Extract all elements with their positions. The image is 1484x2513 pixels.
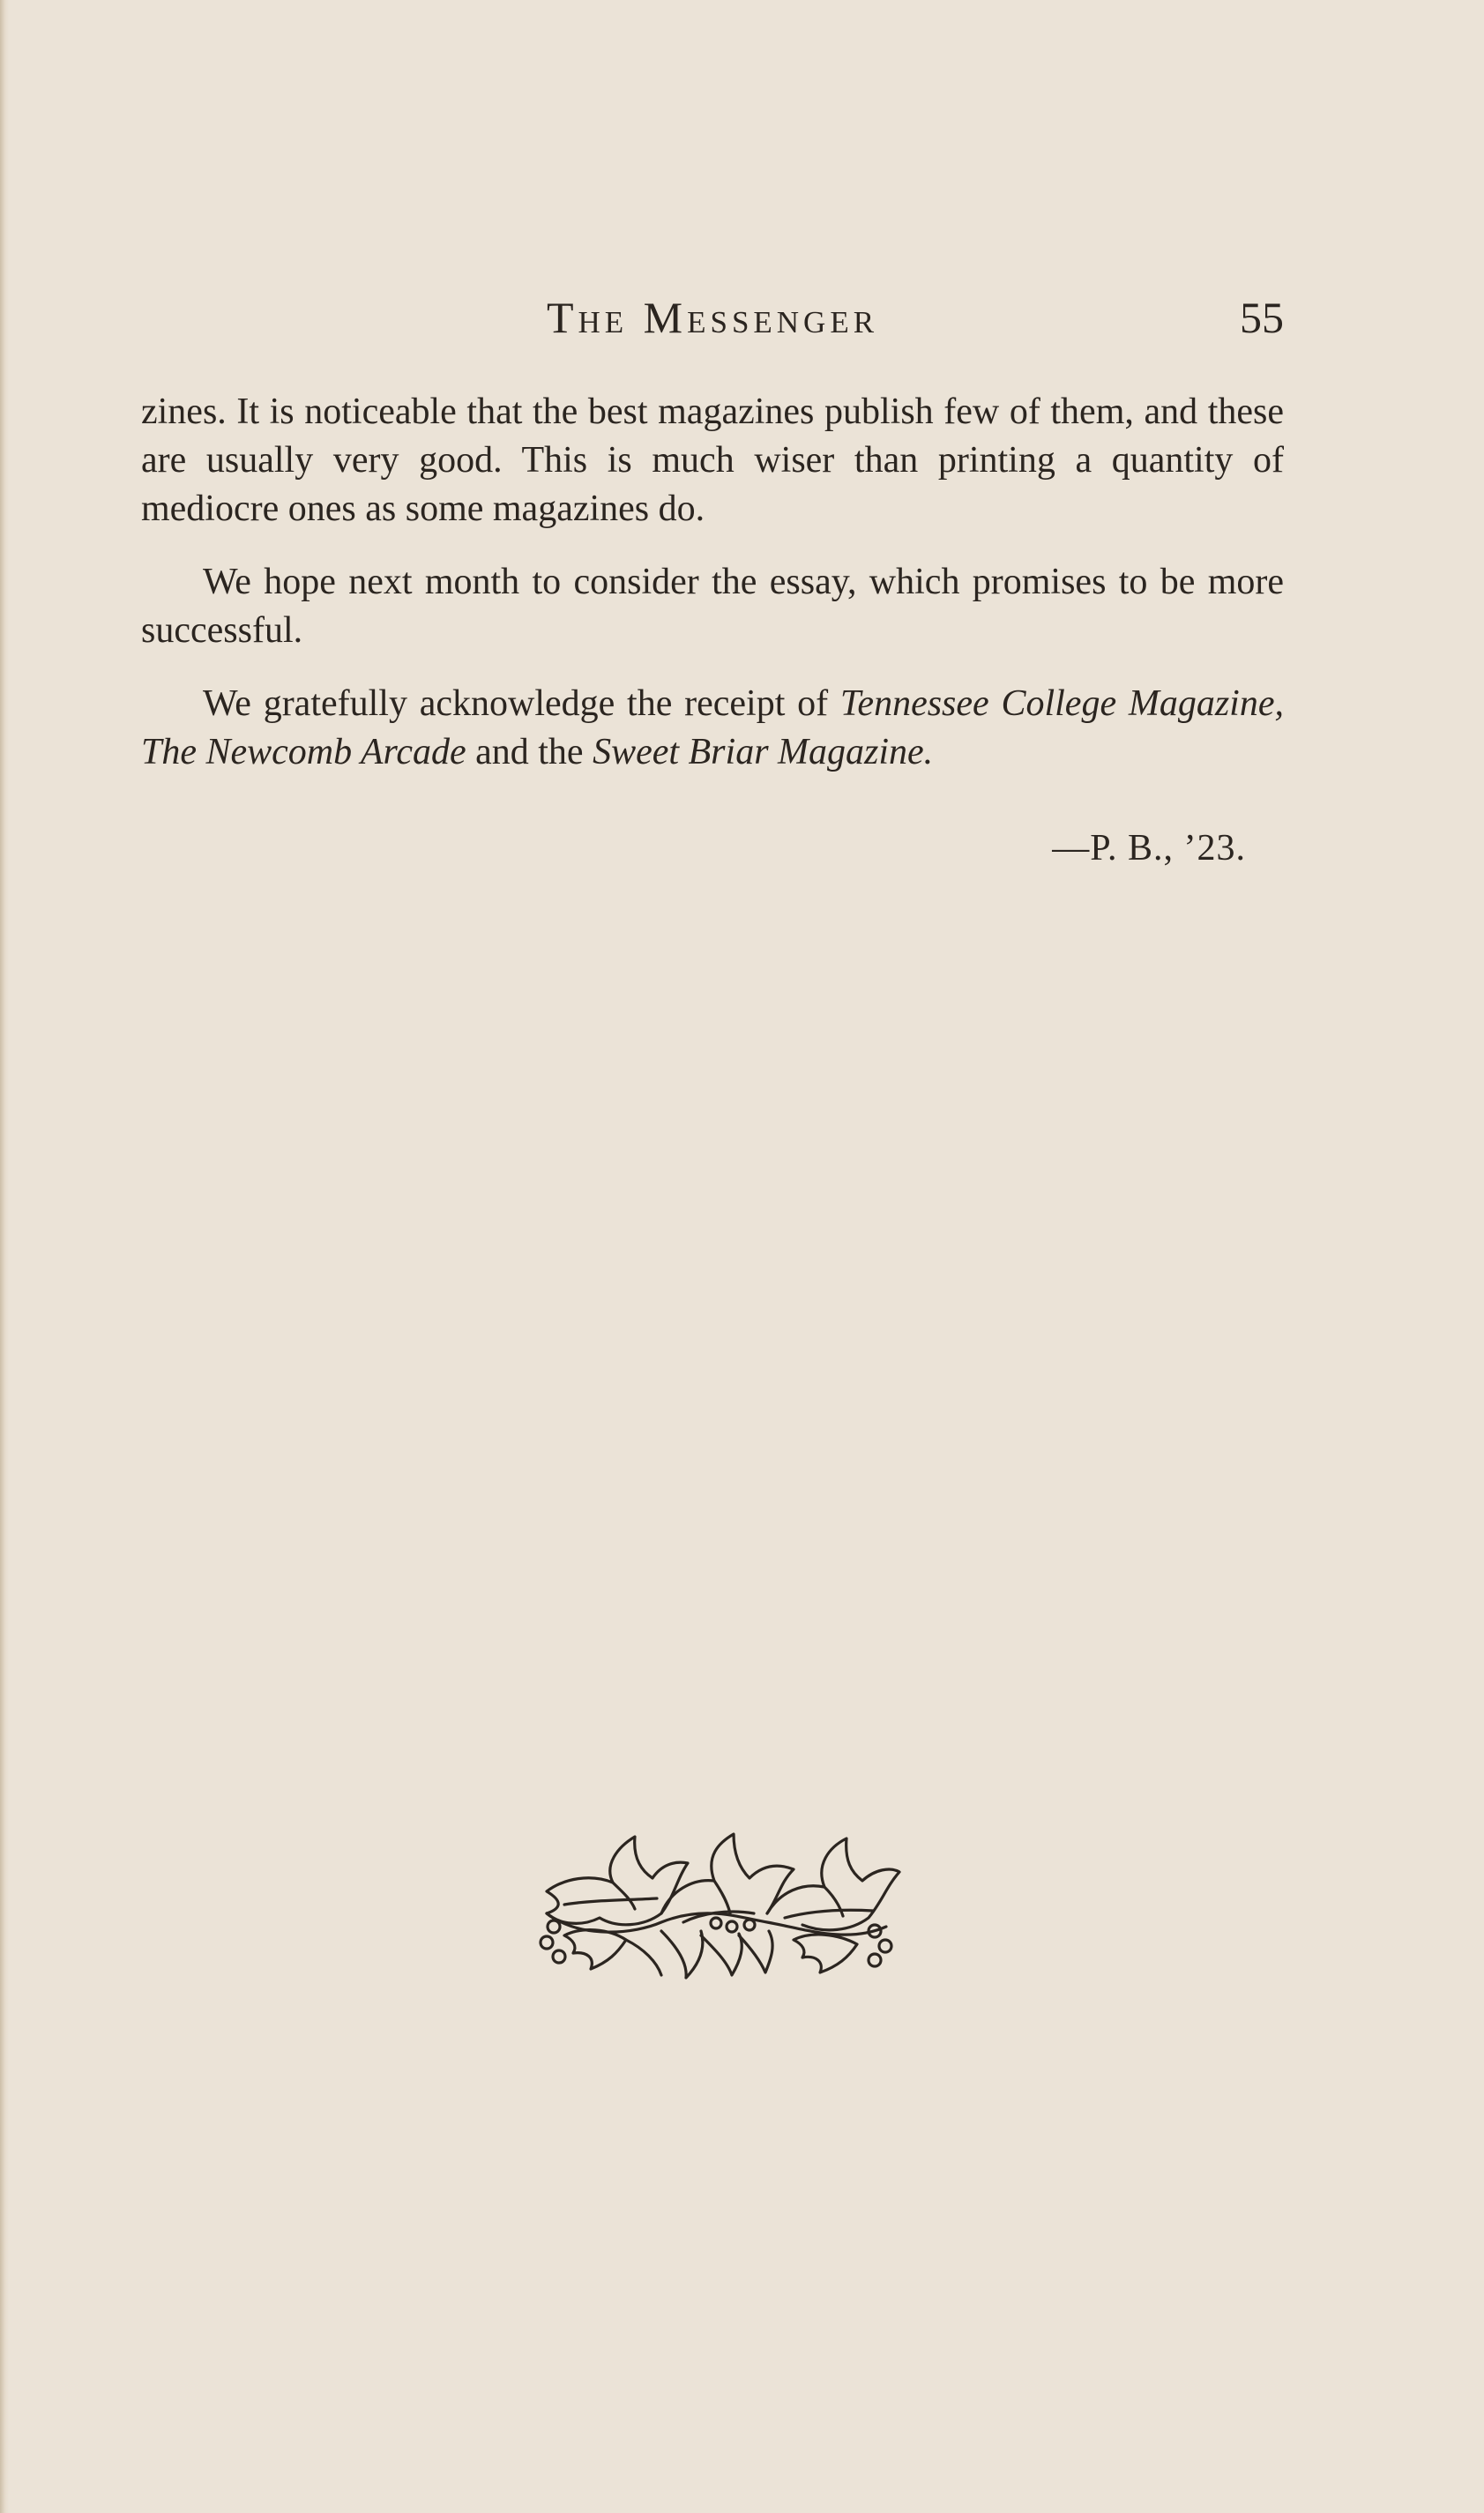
floral-vine-ornament-icon [529, 1830, 904, 1980]
magazine-title-sweet-briar: Sweet Briar Magazine. [593, 732, 934, 772]
author-signature: —P. B., ’23. [1052, 828, 1246, 869]
paragraph-3 [141, 680, 1284, 777]
body-text [141, 388, 1284, 802]
page-edge-shadow [0, 0, 9, 2513]
paragraph-2: We hope next month to consider the essay, which promises to be more successful. [141, 562, 1284, 651]
conjunction-text: and the [466, 732, 593, 772]
journal-title: The Messenger [546, 293, 879, 342]
paragraph-1: zines. It is noticeable that the best magazines publish few of them, and these are usually very good. This is much wiser than printing a quantity of mediocre ones as some magazines do. [141, 391, 1284, 529]
running-head [141, 291, 1284, 344]
magazine-title-tennessee: Tennessee College Magazine, [839, 683, 1284, 724]
acknowledgement-intro: We gratefully acknowledge the receipt of [203, 683, 840, 724]
magazine-title-newcomb: The Newcomb Arcade [141, 732, 466, 772]
page-number: 55 [1240, 293, 1284, 342]
